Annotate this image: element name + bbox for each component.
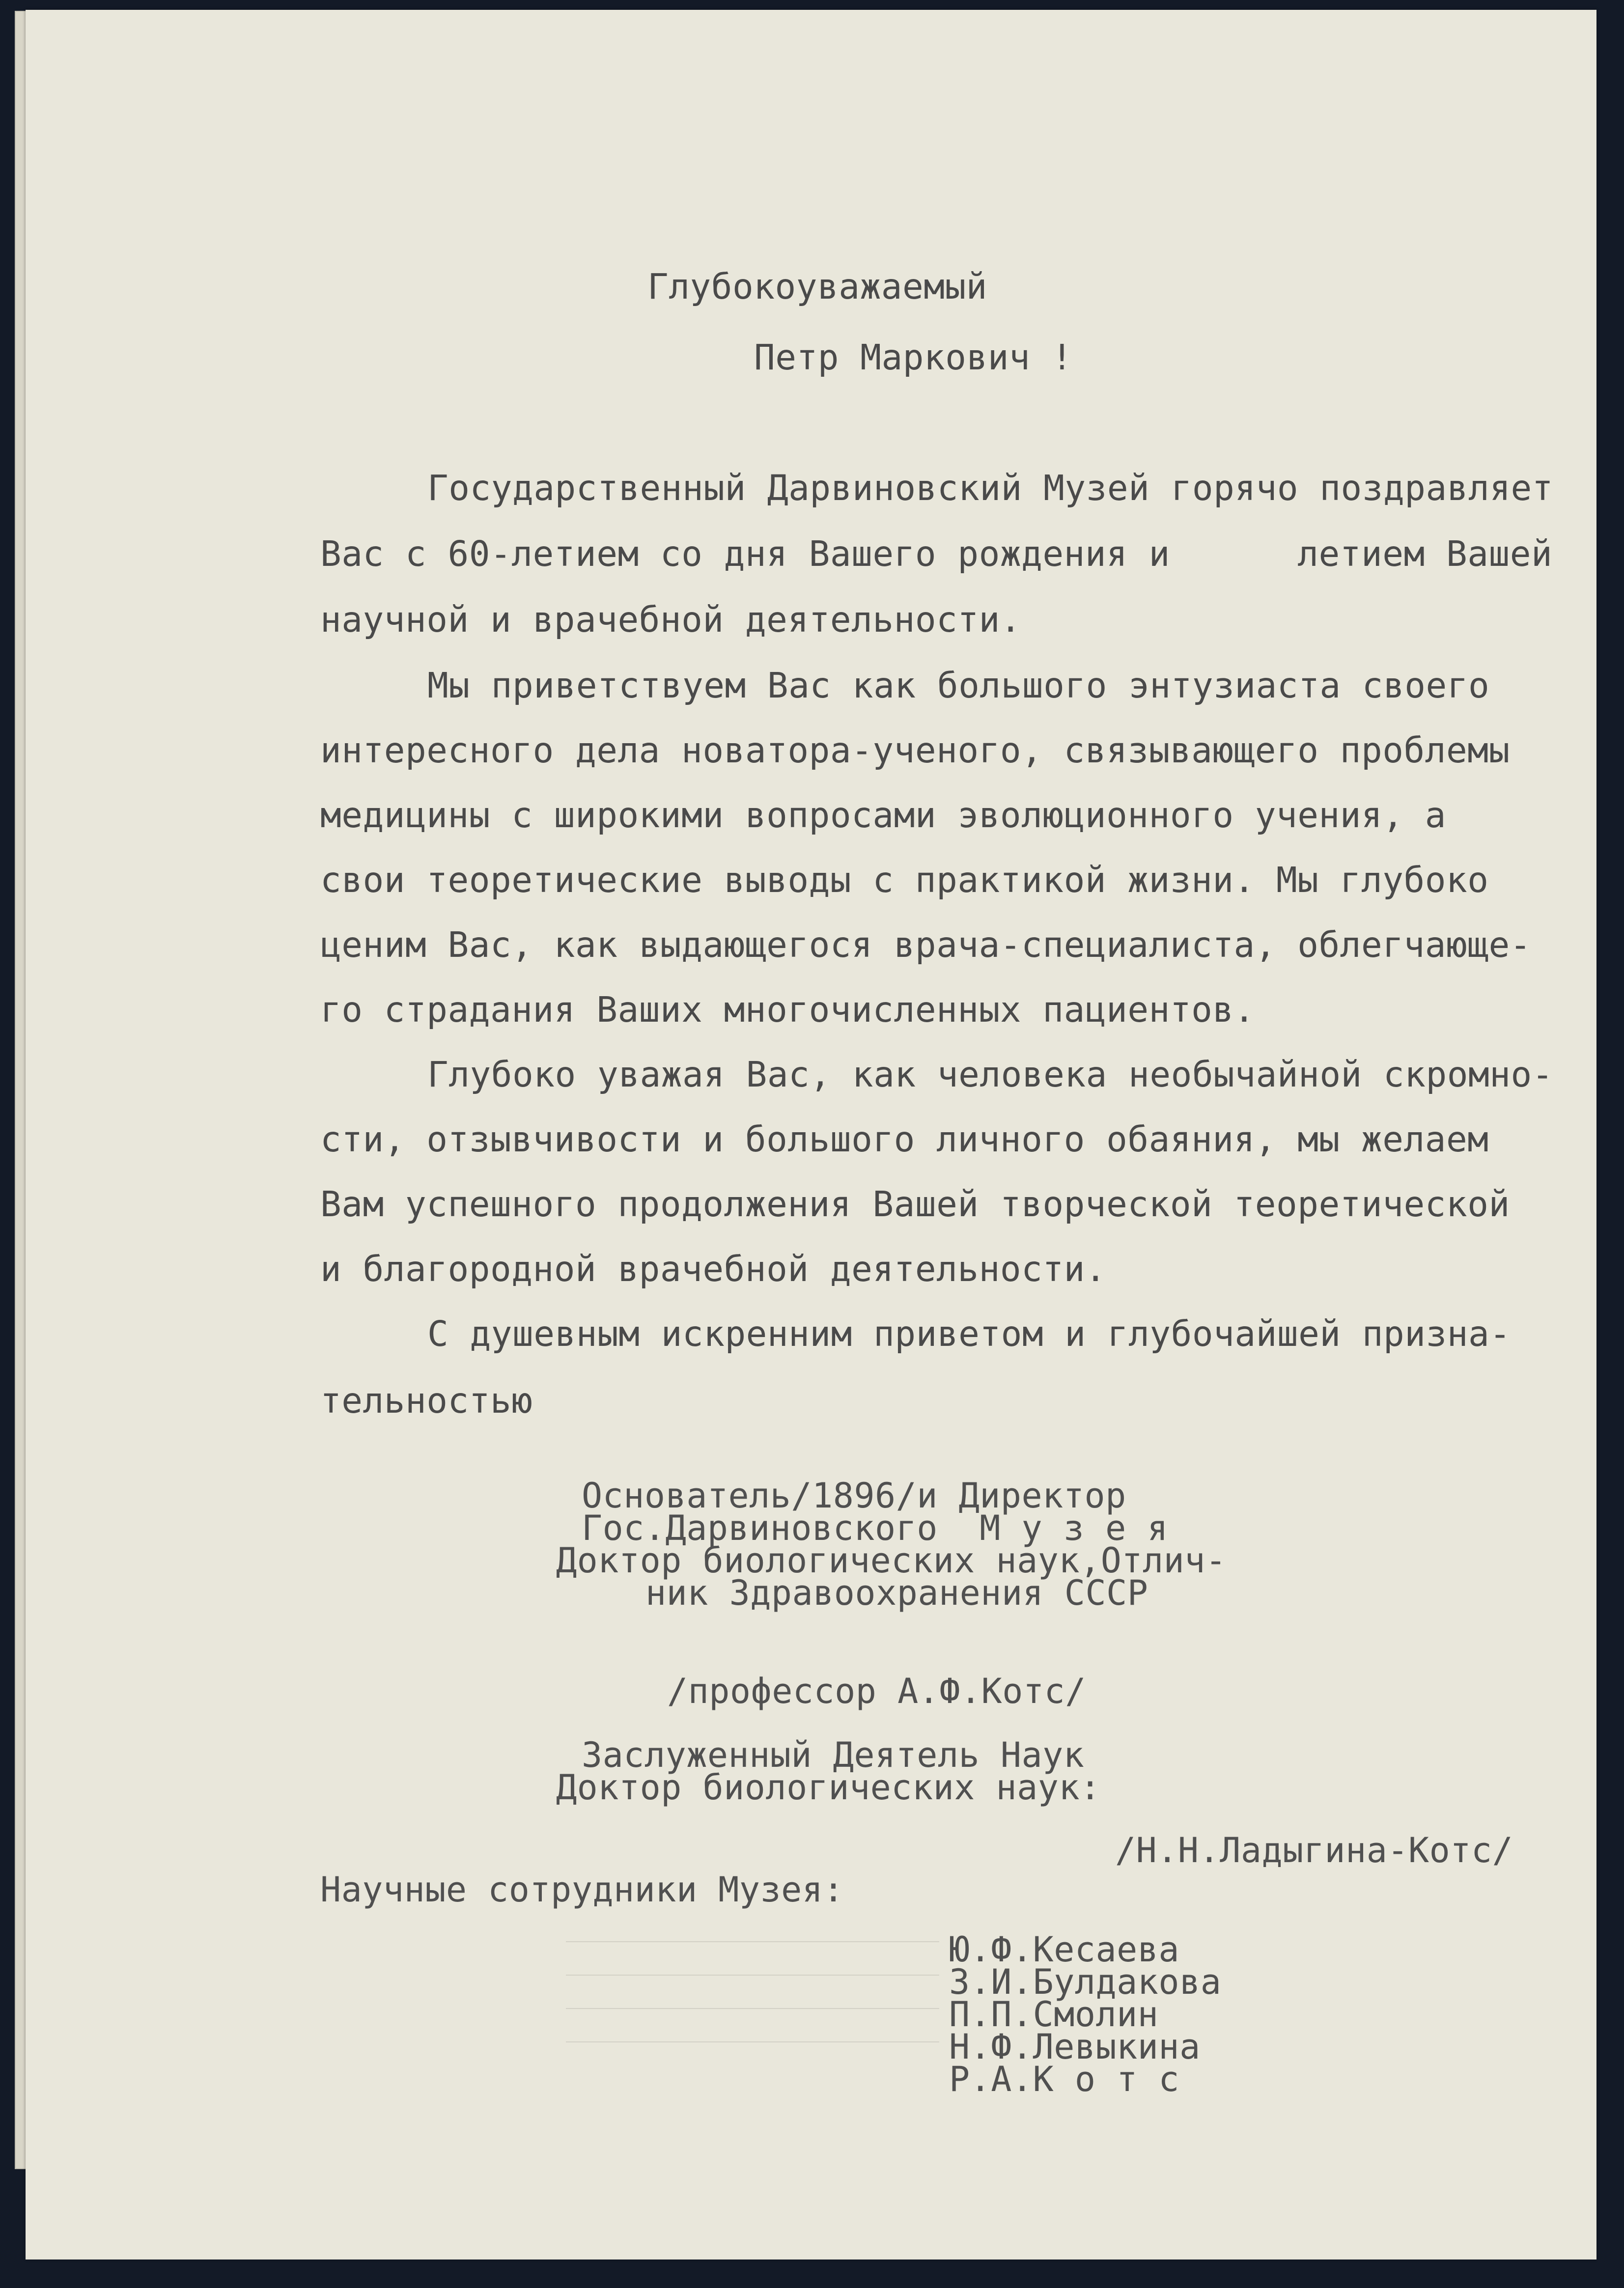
staff-name: Н.Ф.Левыкина [949,2027,1201,2067]
closing-line-2: тельностью [320,1380,533,1421]
paragraph-3-line-4: и благородной врачебной деятельности. [320,1249,1107,1289]
staff-name: П.П.Смолин [949,1994,1159,2035]
founder-title-line-2: Гос.Дарвиновского М у з е я [582,1508,1169,1548]
paragraph-1-line-3: научной и врачебной деятельности. [320,599,1022,640]
second-signer-title-line-1: Заслуженный Деятель Наук [582,1735,1085,1775]
founder-title-line-1: Основатель/1896/и Директор [582,1476,1126,1516]
paragraph-2-line-1: Мы приветствуем Вас как большого энтузиаста своего [427,665,1490,706]
signature-line [566,1975,939,1976]
founder-name: /профессор А.Ф.Котс/ [667,1671,1086,1711]
second-signer-title-line-2: Доктор биологических наук: [556,1767,1101,1808]
letter-page [26,10,1596,2260]
paragraph-1-line-2: Вас с 60-летием со дня Вашего рождения и летием Вашей [320,533,1553,574]
paragraph-2-line-2: интересного дела новатора-ученого, связывающего проблемы [320,730,1510,771]
staff-name: Ю.Ф.Кесаева [949,1929,1180,1970]
closing-line-1: С душевным искренним приветом и глубочайшей призна- [427,1313,1511,1354]
paragraph-2-line-4: свои теоретические выводы с практикой жизни. Мы глубоко [320,860,1489,900]
paragraph-2-line-5: ценим Вас, как выдающегося врача-специалиста, облегчающе- [320,924,1531,965]
paragraph-3-line-1: Глубоко уважая Вас, как человека необычайной скромно- [427,1054,1554,1095]
signature-line [566,1941,939,1942]
paragraph-3-line-3: Вам успешного продолжения Вашей творческой теоретической [320,1184,1510,1225]
founder-title-line-4: ник Здравоохранения СССР [645,1573,1148,1613]
greeting-line-1: Глубокоуважаемый [647,266,987,307]
founder-title-line-3: Доктор биологических наук,Отлич- [556,1540,1227,1581]
second-signer-name: /Н.Н.Ладыгина-Котс/ [1115,1830,1513,1870]
paragraph-2-line-3: медицины с широкими вопросами эволюционного учения, а [320,795,1447,836]
staff-name: Р.А.К о т с [949,2059,1180,2099]
signature-line [566,2008,939,2009]
paragraph-2-line-6: го страдания Ваших многочисленных пациентов. [320,989,1255,1030]
greeting-line-2: Петр Маркович ! [754,337,1073,378]
paragraph-3-line-2: сти, отзывчивости и большого личного обаяния, мы желаем [320,1119,1489,1160]
signature-line [566,2041,939,2042]
staff-label: Научные сотрудники Музея: [320,1869,844,1910]
staff-name: З.И.Булдакова [949,1962,1222,2002]
paragraph-1-line-1: Государственный Дарвиновский Музей горячо поздравляет [427,468,1554,508]
